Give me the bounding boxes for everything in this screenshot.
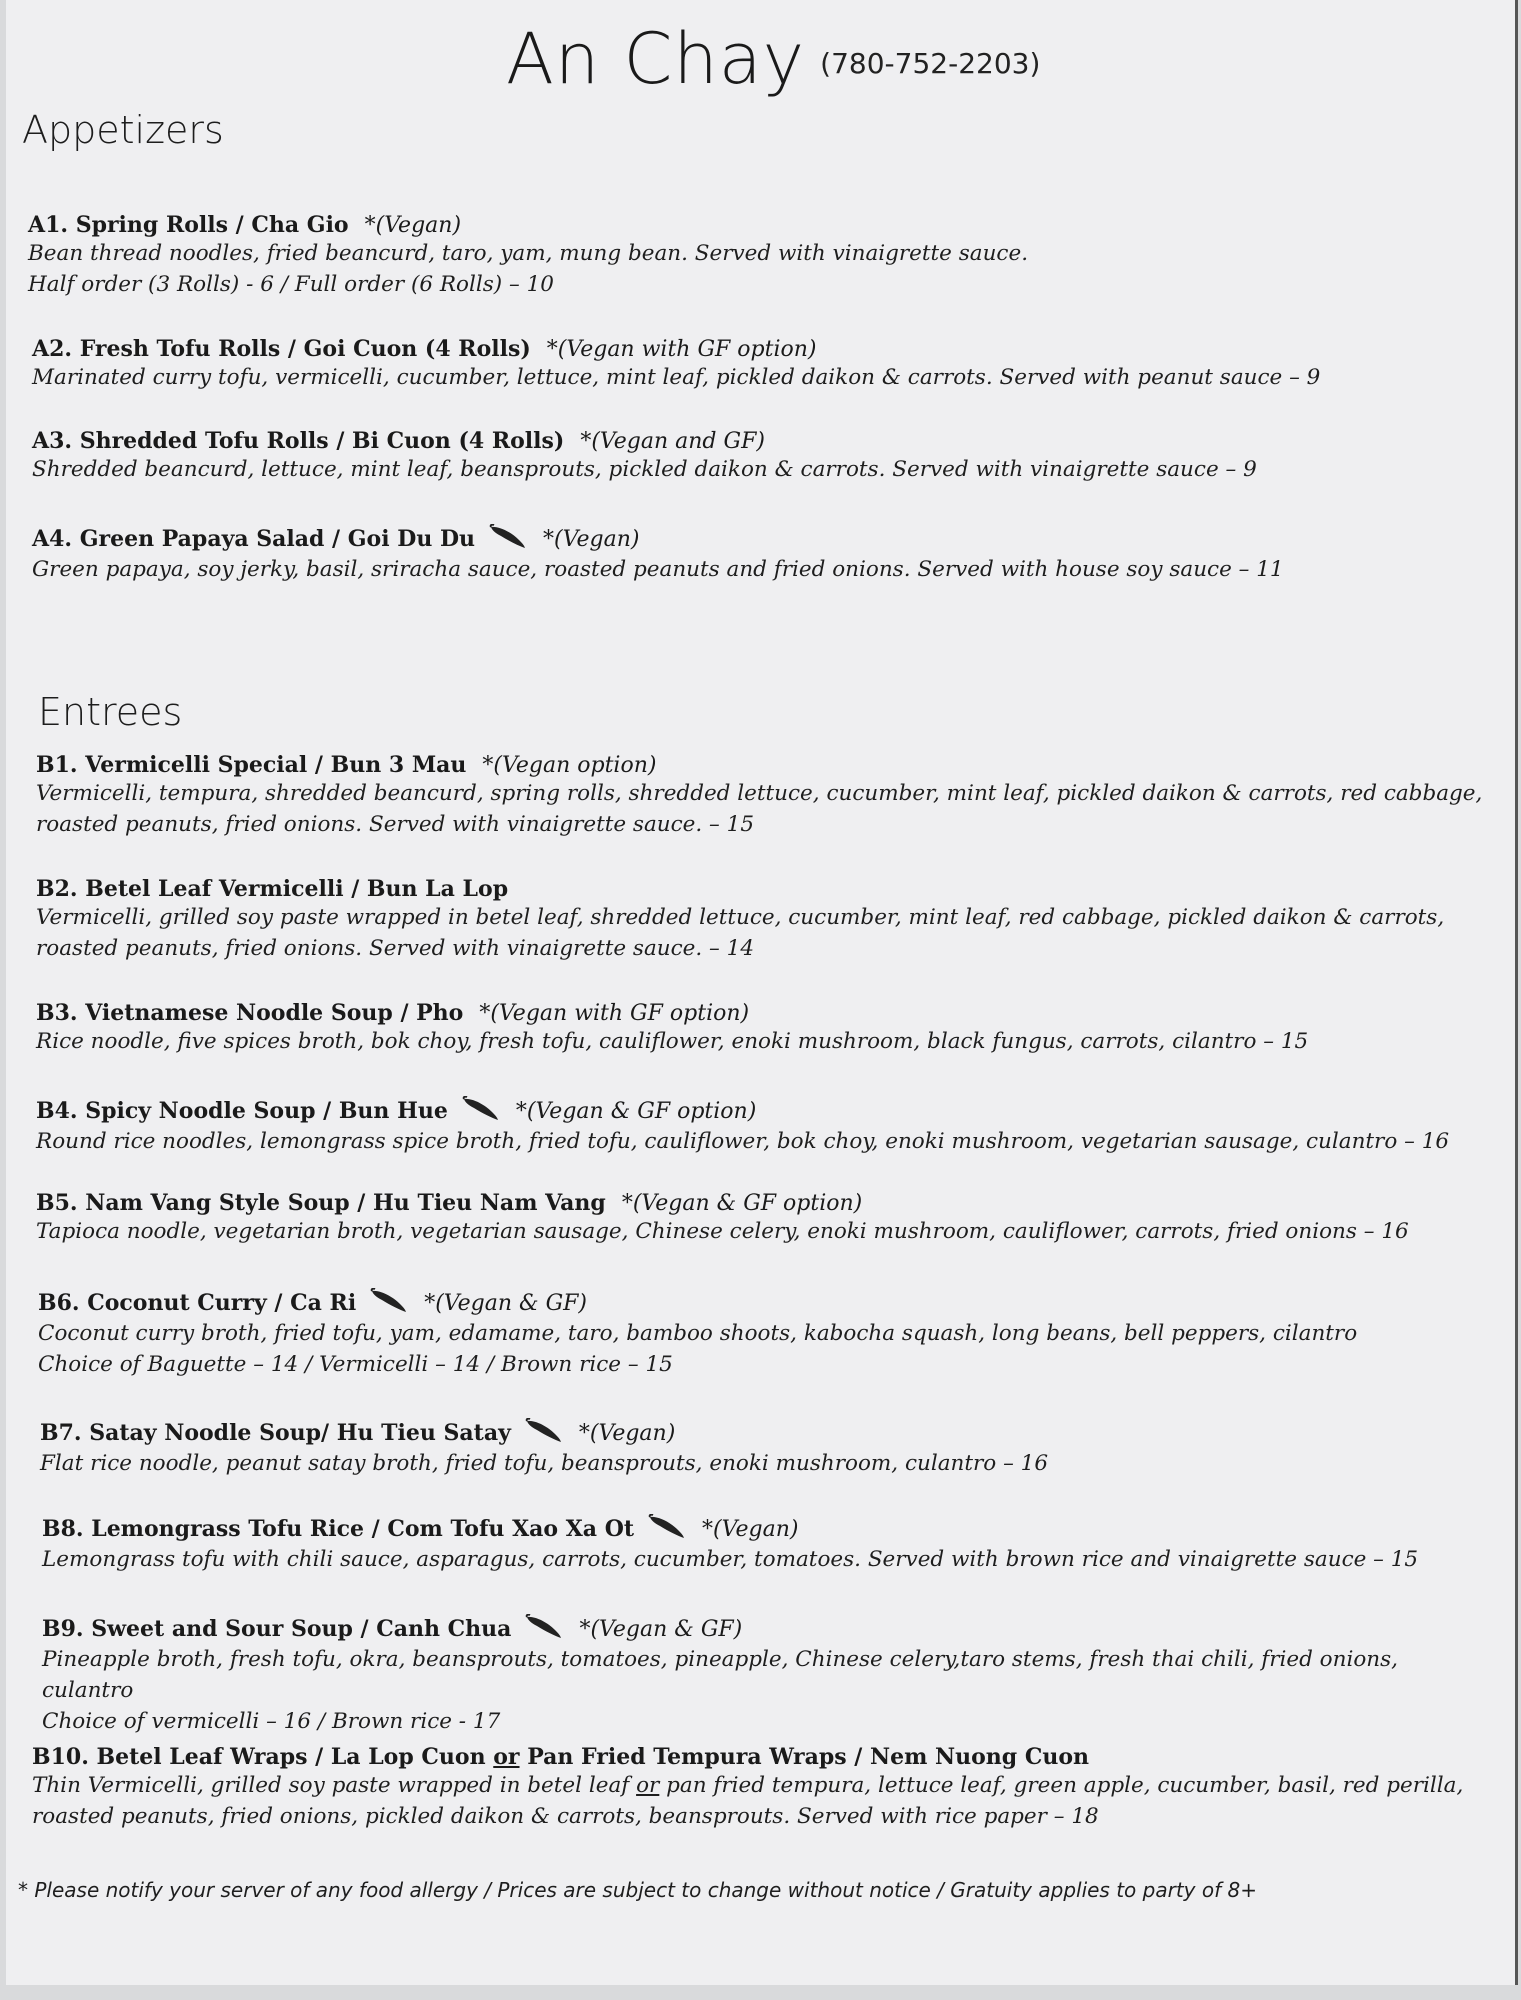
menu-item-a1	[28, 212, 1495, 300]
item-dietary-tag: *(Vegan)	[702, 1517, 799, 1542]
menu-footer-note: * Please notify your server of any food allergy / Prices are subject to change without notice / Gratuity applies to party of 8+	[18, 1878, 1257, 1902]
item-dietary-tag: *(Vegan & GF)	[424, 1291, 588, 1316]
menu-item-b6	[38, 1288, 1495, 1380]
item-description: Flat rice noodle, peanut satay broth, fried tofu, beansprouts, enoki mushroom, culantro – 16	[40, 1451, 1049, 1476]
item-pricing: Choice of vermicelli – 16 / Brown rice - 17	[42, 1709, 501, 1734]
item-description: Lemongrass tofu with chili sauce, asparagus, carrots, cucumber, tomatoes. Served with brown rice and vinaigrette sauce – 15	[42, 1547, 1419, 1572]
chili-pepper-icon	[370, 1288, 408, 1318]
item-description: Pineapple broth, fresh tofu, okra, beansprouts, tomatoes, pineapple, Chinese celery,taro stems, fresh thai chili, fried onions, culantro	[42, 1647, 1399, 1703]
item-pricing: Half order (3 Rolls) - 6 / Full order (6 Rolls) – 10	[28, 272, 554, 297]
item-description: Green papaya, soy jerky, basil, sriracha sauce, roasted peanuts and fried onions. Served with house soy sauce – 11	[32, 557, 1284, 582]
item-name: A1. Spring Rolls / Cha Gio	[28, 212, 349, 238]
item-dietary-tag: *(Vegan)	[364, 213, 462, 238]
item-dietary-tag: *(Vegan)	[543, 527, 640, 552]
item-dietary-tag: *(Vegan and GF)	[580, 429, 765, 454]
item-name: A3. Shredded Tofu Rolls / Bi Cuon (4 Rolls)	[32, 428, 565, 454]
item-name: B9. Sweet and Sour Soup / Canh Chua	[42, 1616, 512, 1642]
item-description-or: or	[636, 1773, 660, 1798]
chili-pepper-icon	[489, 524, 527, 554]
chili-pepper-icon	[462, 1096, 500, 1126]
item-description: Coconut curry broth, fried tofu, yam, edamame, taro, bamboo shoots, kabocha squash, long beans, bell peppers, cilantro	[38, 1321, 1358, 1346]
menu-item-b7	[40, 1418, 1495, 1479]
menu-item-b5	[36, 1190, 1495, 1247]
item-dietary-tag: *(Vegan with GF option)	[479, 1001, 750, 1026]
item-dietary-tag: *(Vegan with GF option)	[546, 337, 817, 362]
menu-item-a4	[32, 524, 1495, 585]
menu-item-b4	[36, 1096, 1495, 1157]
item-name	[32, 1744, 1495, 1770]
menu-item-a3	[32, 428, 1495, 485]
menu-item-b3	[36, 1000, 1495, 1057]
item-pricing: Choice of Baguette – 14 / Vermicelli – 14 / Brown rice – 15	[38, 1352, 673, 1377]
item-description-cont: roasted peanuts, fried onions. Served with vinaigrette sauce. – 14	[36, 936, 755, 961]
item-name-part-a: B10. Betel Leaf Wraps / La Lop Cuon	[32, 1744, 486, 1770]
item-description: Round rice noodles, lemongrass spice broth, fried tofu, cauliflower, bok choy, enoki mushroom, vegetarian sausage, culantro – 16	[36, 1129, 1450, 1154]
item-name: A4. Green Papaya Salad / Goi Du Du	[32, 526, 476, 552]
item-name: B2. Betel Leaf Vermicelli / Bun La Lop	[36, 876, 509, 902]
item-name: B5. Nam Vang Style Soup / Hu Tieu Nam Vang	[36, 1190, 606, 1216]
item-description	[32, 1770, 1495, 1801]
item-description-cont: roasted peanuts, fried onions. Served with vinaigrette sauce. – 15	[36, 812, 755, 837]
section-title-entrees: Entrees	[38, 690, 183, 734]
item-description-part-a: Thin Vermicelli, grilled soy paste wrapped in betel leaf	[32, 1773, 630, 1798]
chili-pepper-icon	[525, 1418, 563, 1448]
item-dietary-tag: *(Vegan option)	[482, 753, 657, 778]
menu-item-b2	[36, 876, 1495, 964]
menu-item-b10	[32, 1744, 1495, 1832]
item-description: Shredded beancurd, lettuce, mint leaf, beansprouts, pickled daikon & carrots. Served with vinaigrette sauce – 9	[32, 457, 1257, 482]
item-name: A2. Fresh Tofu Rolls / Goi Cuon (4 Rolls)	[32, 336, 531, 362]
item-dietary-tag: *(Vegan & GF)	[579, 1617, 743, 1642]
menu-item-b8	[42, 1514, 1495, 1575]
item-name: B4. Spicy Noodle Soup / Bun Hue	[36, 1098, 448, 1124]
chili-pepper-icon	[525, 1614, 563, 1644]
menu-header	[506, 18, 1040, 100]
menu-item-a2	[32, 336, 1495, 393]
item-name: B6. Coconut Curry / Ca Ri	[38, 1290, 357, 1316]
item-dietary-tag: *(Vegan & GF option)	[515, 1099, 757, 1124]
menu-item-b1	[36, 752, 1495, 840]
item-dietary-tag: *(Vegan & GF option)	[621, 1191, 863, 1216]
item-description-part-b: pan fried tempura, lettuce leaf, green apple, cucumber, basil, red perilla,	[666, 1773, 1464, 1798]
item-name: B1. Vermicelli Special / Bun 3 Mau	[36, 752, 467, 778]
restaurant-name: An Chay	[506, 18, 806, 100]
item-description: Bean thread noodles, fried beancurd, taro, yam, mung bean. Served with vinaigrette sauce.	[28, 241, 1029, 266]
item-name: B3. Vietnamese Noodle Soup / Pho	[36, 1000, 464, 1026]
item-description: Vermicelli, grilled soy paste wrapped in betel leaf, shredded lettuce, cucumber, mint leaf, red cabbage, pickled daikon & carrots,	[36, 905, 1445, 930]
item-description: Vermicelli, tempura, shredded beancurd, spring rolls, shredded lettuce, cucumber, mint leaf, pickled daikon & carrots, red cabbage,	[36, 781, 1483, 806]
item-description: Tapioca noodle, vegetarian broth, vegetarian sausage, Chinese celery, enoki mushroom, cauliflower, carrots, fried onions – 16	[36, 1219, 1409, 1244]
item-name-or: or	[493, 1744, 520, 1770]
item-name-part-b: Pan Fried Tempura Wraps / Nem Nuong Cuon	[527, 1744, 1089, 1770]
item-name: B8. Lemongrass Tofu Rice / Com Tofu Xao Xa Ot	[42, 1516, 635, 1542]
item-description-cont: roasted peanuts, fried onions, pickled daikon & carrots, beansprouts. Served with rice paper – 18	[32, 1804, 1099, 1829]
item-dietary-tag: *(Vegan)	[578, 1421, 676, 1446]
menu-item-b9	[42, 1614, 1495, 1737]
item-name: B7. Satay Noodle Soup/ Hu Tieu Satay	[40, 1420, 511, 1446]
chili-pepper-icon	[648, 1514, 686, 1544]
item-description: Rice noodle, five spices broth, bok choy, fresh tofu, cauliflower, enoki mushroom, black fungus, carrots, cilantro – 15	[36, 1029, 1309, 1054]
restaurant-phone: (780-752-2203)	[820, 47, 1041, 80]
item-description: Marinated curry tofu, vermicelli, cucumber, lettuce, mint leaf, pickled daikon & carrots. Served with peanut sauce – 9	[32, 365, 1321, 390]
section-title-appetizers: Appetizers	[22, 108, 224, 152]
menu-sheet	[6, 0, 1518, 1985]
